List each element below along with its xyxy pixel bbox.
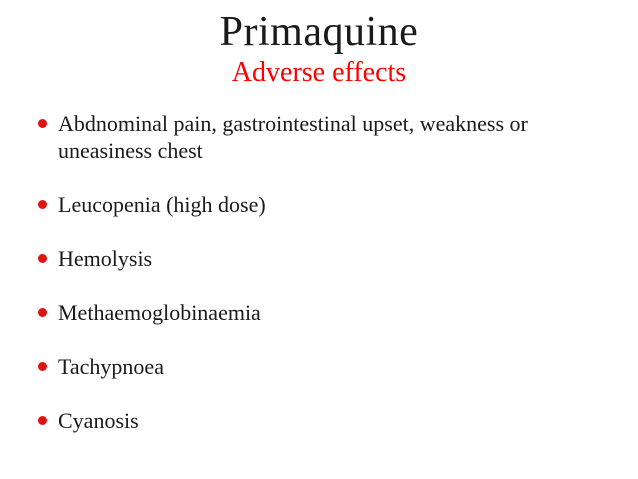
- bullet-text: Leucopenia (high dose): [58, 192, 266, 217]
- bullet-icon: [38, 416, 47, 425]
- bullet-icon: [38, 362, 47, 371]
- title-block: [0, 0, 638, 89]
- bullet-text: Methaemoglobinaemia: [58, 300, 261, 325]
- page-subtitle: Adverse effects: [231, 57, 407, 88]
- list-item: [38, 299, 608, 326]
- list-item: [38, 110, 608, 164]
- bullet-icon: [38, 200, 47, 209]
- bullet-icon: [38, 119, 47, 128]
- page-title: Primaquine: [219, 9, 419, 55]
- bullet-icon: [38, 254, 47, 263]
- list-item: [38, 407, 608, 434]
- bullet-text: Hemolysis: [58, 246, 153, 271]
- list-item: [38, 245, 608, 272]
- bullet-text: Cyanosis: [58, 408, 139, 433]
- bullet-list: [38, 110, 608, 461]
- bullet-text: Abdnominal pain, gastrointestinal upset, weakness or uneasiness chest: [58, 111, 528, 163]
- bullet-icon: [38, 308, 47, 317]
- list-item: [38, 353, 608, 380]
- bullet-text: Tachypnoea: [58, 354, 164, 379]
- list-item: [38, 191, 608, 218]
